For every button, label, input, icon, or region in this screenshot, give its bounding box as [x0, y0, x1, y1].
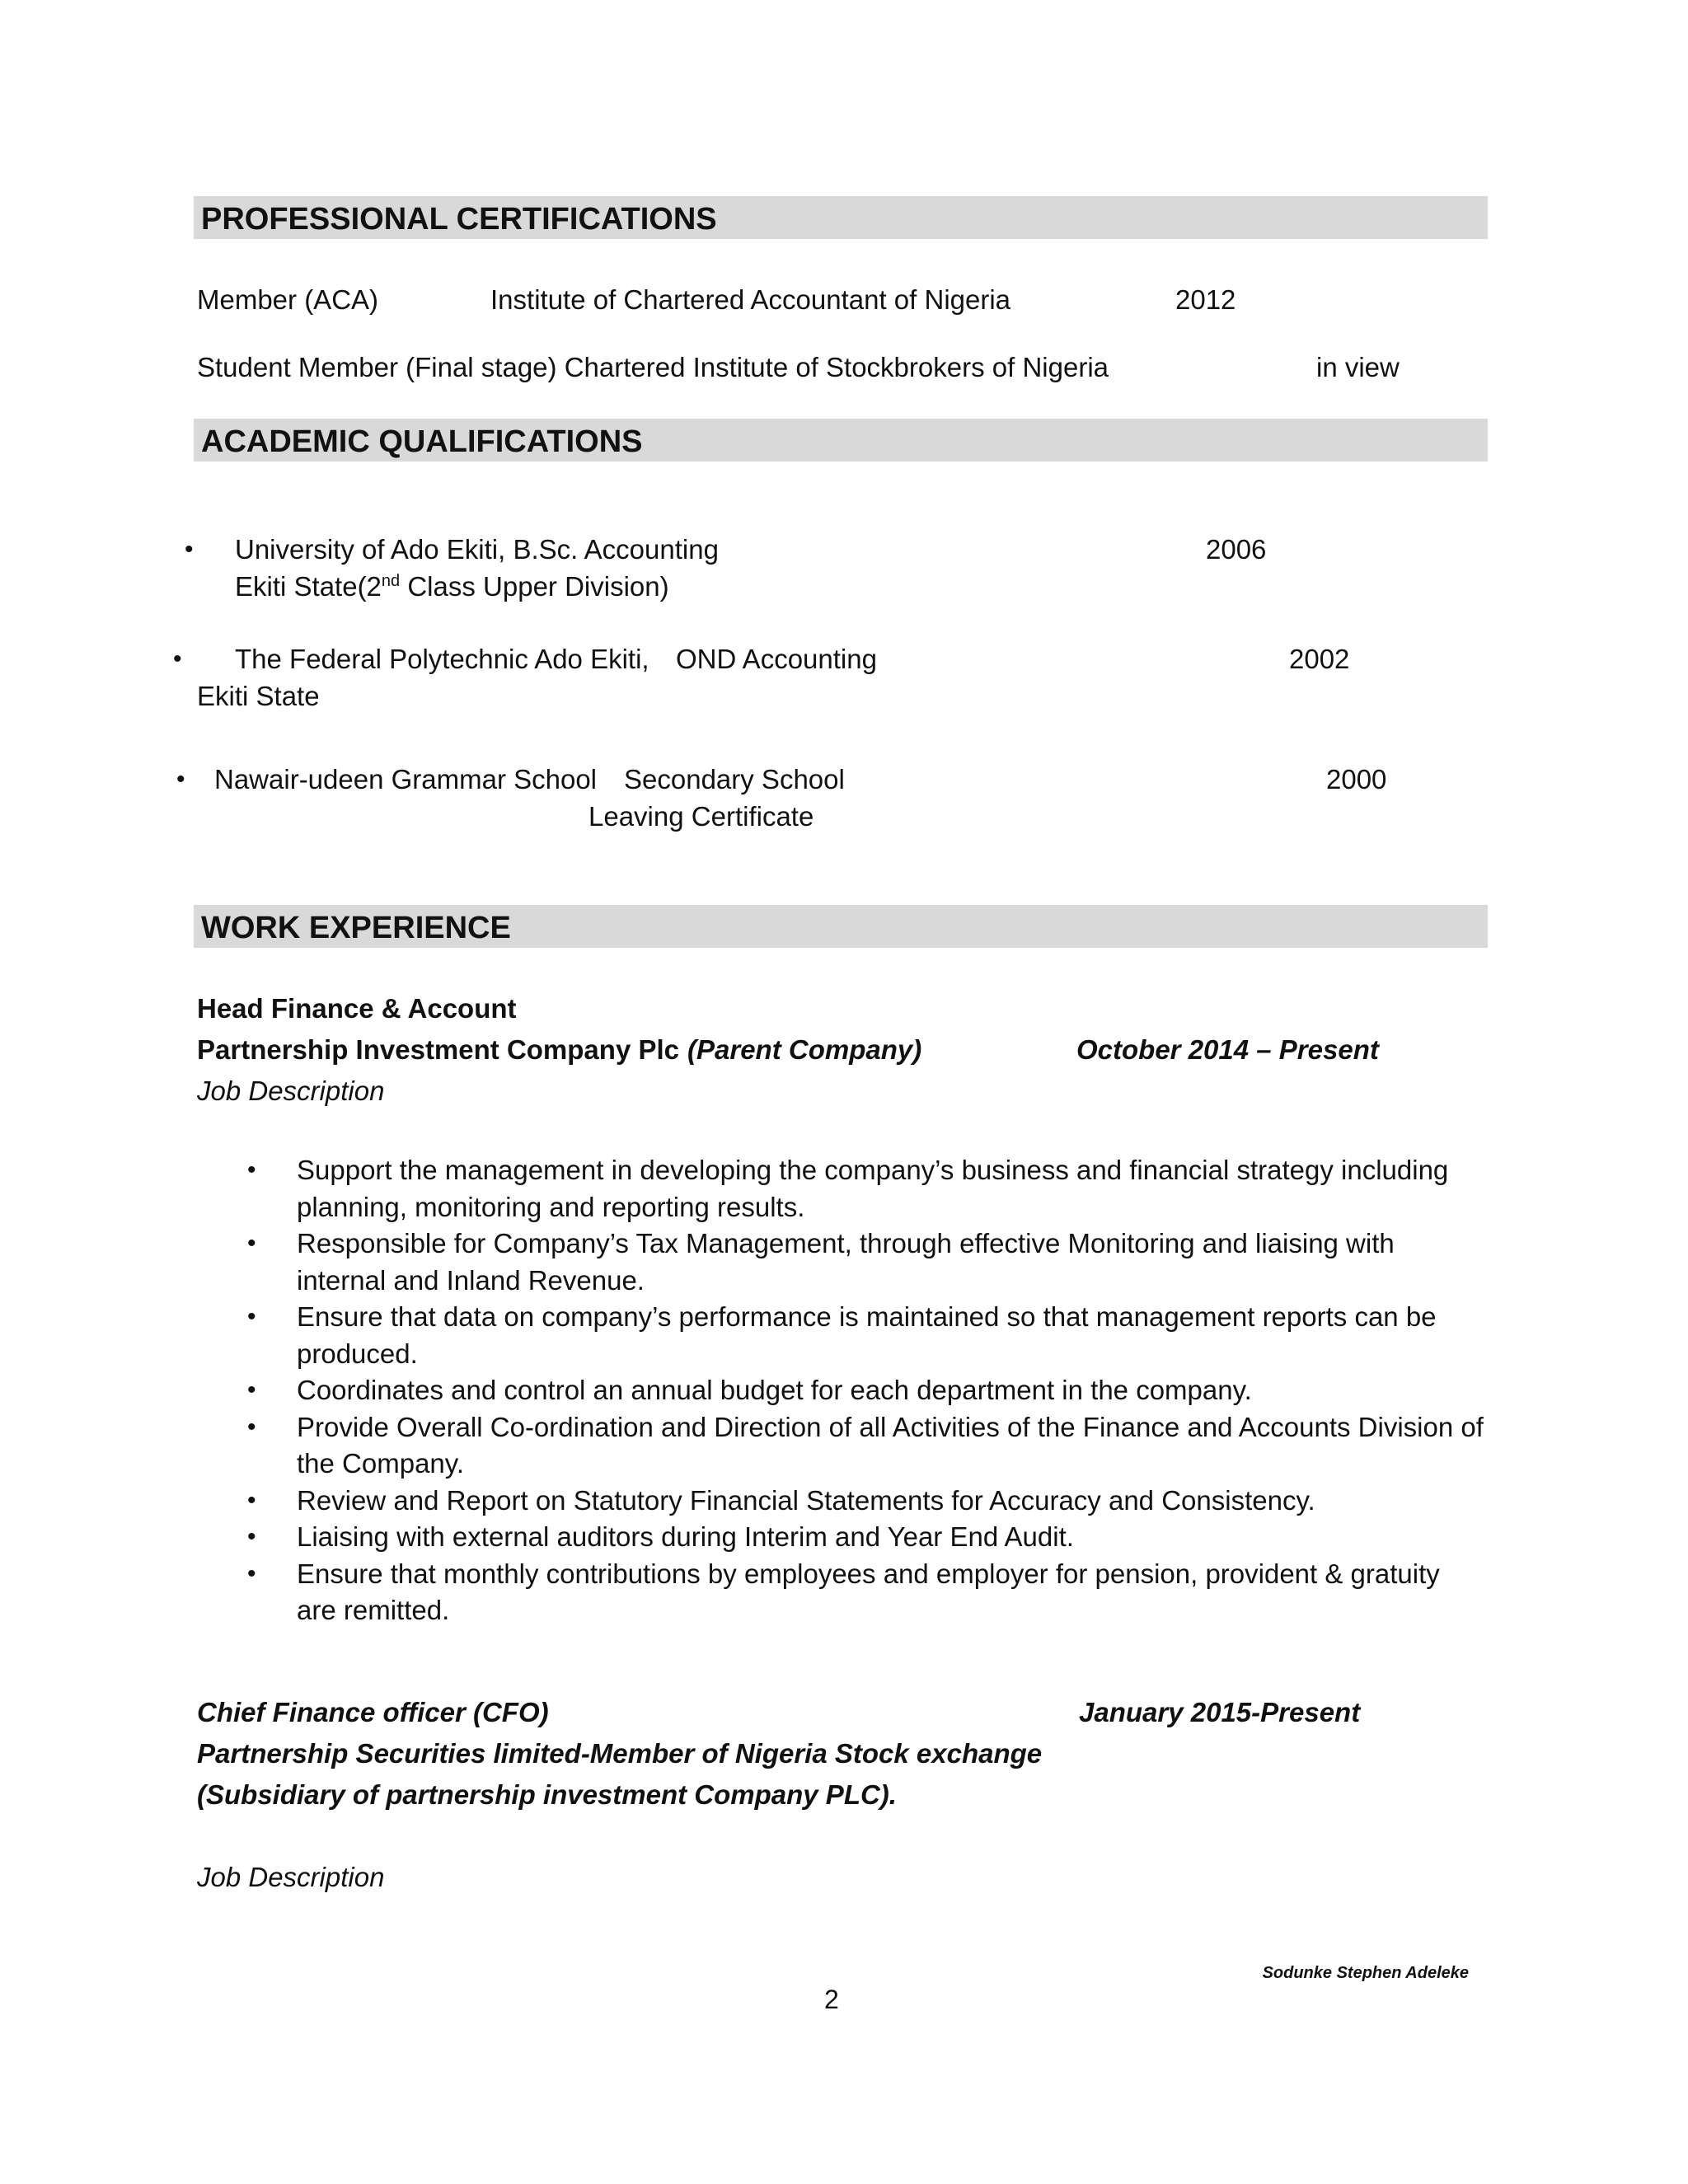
list-item: • Coordinates and control an annual budget for each department in the company. — [247, 1372, 1484, 1409]
bullet-icon: • — [247, 1376, 256, 1404]
list-item: • Ensure that data on company’s performance is maintained so that management reports can be produced. — [247, 1299, 1484, 1372]
bullet-icon: • — [247, 1156, 256, 1183]
bullet-icon: • — [247, 1486, 256, 1514]
job1-company: Partnership Investment Company Plc — [197, 1034, 679, 1065]
bullet-icon: • — [247, 1523, 256, 1550]
list-item: • Review and Report on Statutory Financial Statements for Accuracy and Consistency. — [247, 1483, 1484, 1520]
academic-2-course: OND Accounting — [676, 644, 877, 674]
academic-1-school: University of Ado Ekiti, B.Sc. Accounting — [235, 534, 719, 565]
footer-author: Sodunke Stephen Adeleke — [1262, 1964, 1469, 1982]
job1-duties-list — [247, 1152, 1484, 1629]
cert-1-title: Member (ACA) — [197, 284, 379, 315]
academic-3-course: Secondary School — [624, 764, 845, 794]
certifications-heading: PROFESSIONAL CERTIFICATIONS — [201, 202, 717, 237]
work-heading: WORK EXPERIENCE — [201, 911, 511, 945]
work-heading-bar — [194, 905, 1488, 948]
cert-2-title: Student Member (Final stage) Chartered Institute of Stockbrokers of Nigeria — [197, 352, 1109, 382]
academic-2-state: Ekiti State — [197, 681, 320, 711]
academic-1-year: 2006 — [1206, 534, 1267, 565]
bullet-icon: • — [247, 1303, 256, 1330]
job1-company-note: (Parent Company) — [687, 1034, 922, 1065]
list-item: • Support the management in developing the company’s business and financial strategy including planning, monitoring and reporting results. — [247, 1152, 1484, 1226]
list-item: • Ensure that monthly contributions by employees and employer for pension, provident & gratuity are remitted. — [247, 1556, 1484, 1629]
certifications-heading-bar — [194, 196, 1488, 239]
academic-heading-bar — [194, 419, 1488, 462]
list-item: • Liaising with external auditors during Interim and Year End Audit. — [247, 1519, 1484, 1556]
academic-heading: ACADEMIC QUALIFICATIONS — [201, 424, 643, 459]
cert-2-year: in view — [1316, 352, 1400, 382]
job2-company-line2: (Subsidiary of partnership investment Company PLC). — [197, 1779, 897, 1810]
job2-title: Chief Finance officer (CFO) — [197, 1697, 549, 1727]
academic-2-school: The Federal Polytechnic Ado Ekiti, — [235, 644, 649, 674]
job2-company-line1: Partnership Securities limited-Member of Nigeria Stock exchange — [197, 1738, 1043, 1769]
academic-3-year: 2000 — [1326, 764, 1387, 794]
bullet-icon: • — [173, 645, 182, 673]
cert-1-body: Institute of Chartered Accountant of Nigeria — [490, 284, 1011, 315]
page-number: 2 — [824, 1985, 839, 2014]
academic-3-certificate: Leaving Certificate — [588, 801, 814, 832]
academic-1-class: Ekiti State(2nd Class Upper Division) — [235, 571, 669, 602]
list-item: • Responsible for Company’s Tax Management, through effective Monitoring and liaising with internal and Inland Revenue. — [247, 1226, 1484, 1299]
bullet-icon: • — [247, 1230, 256, 1257]
bullet-icon: • — [176, 766, 185, 793]
cert-1-year: 2012 — [1175, 284, 1236, 315]
bullet-icon: • — [247, 1413, 256, 1441]
job1-description-label: Job Description — [197, 1076, 385, 1106]
job1-period: October 2014 – Present — [1076, 1034, 1379, 1065]
academic-3-school: Nawair-udeen Grammar School — [214, 764, 598, 794]
job2-description-label: Job Description — [197, 1862, 385, 1892]
bullet-icon: • — [185, 536, 194, 563]
list-item: • Provide Overall Co-ordination and Direction of all Activities of the Finance and Accounts Division of the Company. — [247, 1409, 1484, 1483]
academic-2-year: 2002 — [1289, 644, 1350, 674]
job2-period: January 2015-Present — [1079, 1697, 1361, 1727]
job1-title: Head Finance & Account — [197, 993, 517, 1024]
bullet-icon: • — [247, 1559, 256, 1587]
